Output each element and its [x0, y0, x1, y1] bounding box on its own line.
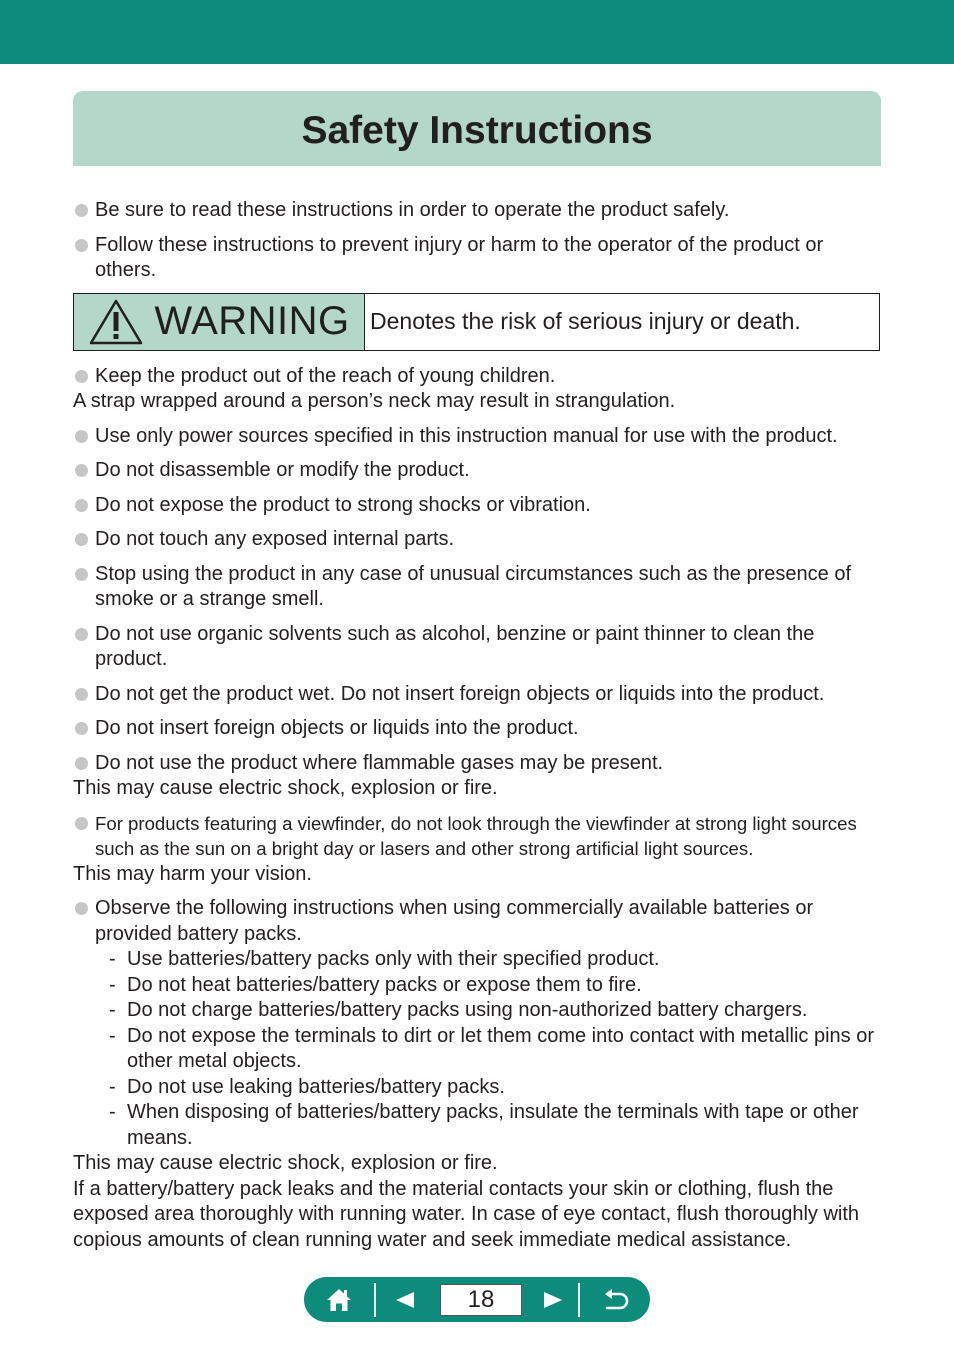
list-item: Do not expose the product to strong shocks or vibration. [73, 493, 885, 519]
sub-item [95, 973, 885, 999]
note-text: If a battery/battery pack leaks and the material contacts your skin or clothing, flush the exposed area thoroughly with running water. In case of eye contact, flush thoroughly with copious amounts of clean running water and seek immediate medical assistance. [73, 1177, 860, 1251]
note-text: A strap wrapped around a person’s neck may result in strangulation. [73, 390, 676, 412]
sub-item [95, 1100, 885, 1151]
page-navigation [304, 1277, 650, 1322]
dash-marker: - [109, 1075, 116, 1098]
return-button[interactable] [580, 1277, 650, 1322]
home-icon [325, 1287, 353, 1313]
title-banner [73, 91, 881, 166]
sub-item-text: Do not use leaking batteries/battery packs. [127, 1075, 505, 1098]
list-item: Observe the following instructions when using commercially available batteries or provided battery packs. [73, 896, 885, 947]
battery-sublist [73, 947, 885, 1151]
note-text: This may cause electric shock, explosion or fire. [73, 777, 498, 799]
list-item: Be sure to read these instructions in order to operate the product safely. [73, 198, 885, 224]
list-item: Do not disassemble or modify the product. [73, 458, 885, 484]
dash-marker: - [109, 1101, 116, 1123]
nav-separator [578, 1283, 580, 1317]
warning-box [73, 293, 880, 351]
sub-item-text: Use batteries/battery packs only with their specified product. [127, 948, 660, 970]
sub-item-text: Do not heat batteries/battery packs or expose them to fire. [127, 973, 642, 996]
list-item: Do not use the product where flammable gases may be present. [73, 751, 885, 777]
list-item: Use only power sources specified in this instruction manual for use with the product. [73, 424, 885, 450]
sub-item [95, 998, 885, 1024]
main-content [73, 198, 885, 1253]
home-button[interactable] [304, 1277, 374, 1322]
warning-description: Denotes the risk of serious injury or death. [370, 307, 801, 334]
sub-item [95, 1075, 885, 1101]
sub-item-text: Do not charge batteries/battery packs using non-authorized battery chargers. [127, 999, 808, 1021]
return-icon [601, 1288, 629, 1312]
warning-label: WARNING [154, 298, 350, 343]
prev-arrow-icon [395, 1291, 415, 1309]
list-item: Do not insert foreign objects or liquids into the product. [73, 716, 885, 742]
list-item: For products featuring a viewfinder, do not look through the viewfinder at strong light sources such as the sun on a bright day or lasers and other strong artificial light sources. [73, 811, 885, 862]
page-title: Safety Instructions [301, 109, 653, 152]
list-item: Do not use organic solvents such as alcohol, benzine or paint thinner to clean the product. [73, 622, 885, 673]
next-page-button[interactable] [528, 1277, 578, 1322]
top-bar [0, 0, 954, 64]
note-text: This may cause electric shock, explosion or fire. [73, 1152, 498, 1174]
sub-item [95, 947, 885, 973]
dash-marker: - [109, 973, 116, 996]
list-item: Do not get the product wet. Do not insert foreign objects or liquids into the product. [73, 682, 885, 708]
list-item: Keep the product out of the reach of young children. [73, 364, 885, 390]
sub-item-text: When disposing of batteries/battery packs, insulate the terminals with tape or other means. [127, 1101, 859, 1149]
dash-marker: - [109, 999, 116, 1021]
sub-item-text: Do not expose the terminals to dirt or let them come into contact with metallic pins or other metal objects. [127, 1024, 875, 1072]
list-item: Follow these instructions to prevent injury or harm to the operator of the product or others. [73, 233, 885, 284]
prev-page-button[interactable] [376, 1277, 434, 1322]
note-text: This may harm your vision. [73, 862, 312, 885]
next-arrow-icon [543, 1291, 563, 1309]
dash-marker: - [109, 1024, 116, 1047]
warning-triangle-icon [88, 298, 144, 346]
page-number-field[interactable]: 18 [440, 1284, 522, 1316]
dash-marker: - [109, 948, 116, 970]
list-item: Do not touch any exposed internal parts. [73, 527, 885, 553]
warning-label-cell [74, 294, 365, 350]
sub-item [95, 1024, 885, 1075]
list-item: Stop using the product in any case of unusual circumstances such as the presence of smoke or a strange smell. [73, 562, 885, 613]
nav-separator [374, 1283, 376, 1317]
